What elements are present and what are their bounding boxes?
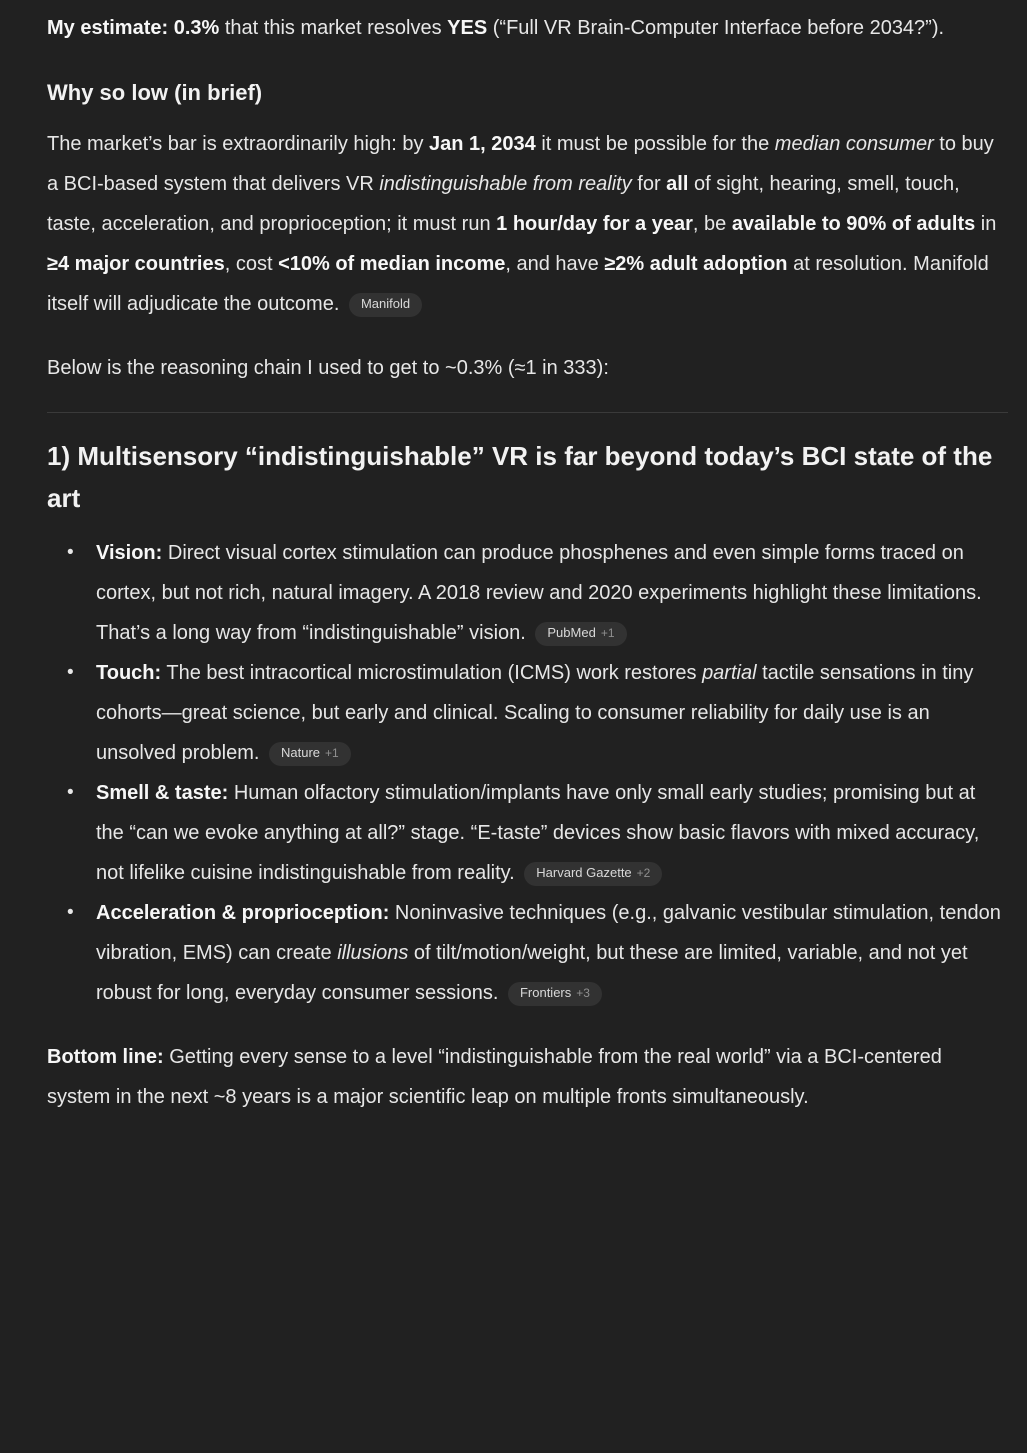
text-run: , and have <box>505 253 605 275</box>
bci-limitations-list <box>47 533 1008 1013</box>
text-run: , cost <box>224 253 279 275</box>
text-run: median consumer <box>774 133 934 155</box>
text-run: Vision: <box>96 542 163 564</box>
text-run: ≥4 major countries <box>47 253 225 275</box>
text-run: (“Full VR Brain-Computer Interface before 2034?”). <box>487 17 945 39</box>
text-run: for <box>631 173 667 195</box>
text-run: The best intracortical microstimulation (ICMS) work restores <box>161 662 703 684</box>
bottom-line-paragraph <box>47 1037 1008 1117</box>
text-run: , be <box>692 213 732 235</box>
text-run: all <box>666 173 689 195</box>
citation-badge[interactable] <box>508 982 602 1006</box>
text-run: to buy a BCI-based system that delivers VR <box>47 133 994 195</box>
text-run: <10% of median income <box>278 253 506 275</box>
why-so-low-heading: Why so low (in brief) <box>47 80 263 105</box>
list-item-vision <box>47 533 1008 653</box>
citation-badge[interactable] <box>524 862 662 886</box>
text-run: Human olfactory stimulation/implants have only small early studies; promising but at the “can we evoke anything at all?” stage. “E-taste” devices show basic flavors with mixed accuracy, not lifelike cuisine indistinguishable from reality. <box>96 782 980 884</box>
text-run: indistinguishable from reality <box>379 173 632 195</box>
text-run: Noninvasive techniques (e.g., galvanic vestibular stimulation, tendon vibration, EMS) can create <box>96 902 1001 964</box>
estimate-paragraph <box>47 8 1008 48</box>
text-run: Jan 1, 2034 <box>429 133 536 155</box>
market-bar-paragraph <box>47 124 1008 324</box>
citation-badge-label: Nature <box>280 745 321 760</box>
text-run: tactile sensations in tiny cohorts—great science, but early and clinical. Scaling to consumer reliability for daily use is an unsolved problem. <box>96 662 974 764</box>
text-run: that this market resolves <box>219 17 448 39</box>
citation-badge-count: +1 <box>600 626 615 640</box>
text-run: Getting every sense to a level “indistinguishable from the real world” via a BCI-centered system in the next ~8 years is a major scientific leap on multiple fronts simultaneously. <box>47 1046 942 1108</box>
text-run: partial <box>702 662 757 684</box>
list-item-acceleration-proprioception <box>47 893 1008 1013</box>
citation-badge-label: PubMed <box>547 625 596 640</box>
list-item-smell-taste <box>47 773 1008 893</box>
text-run: ≥2% adult adoption <box>604 253 788 275</box>
text-run: Acceleration & proprioception: <box>96 902 390 924</box>
citation-badge-count: +3 <box>576 986 590 1000</box>
citation-badge-label: Frontiers <box>519 985 572 1000</box>
text-run: My estimate: 0.3% <box>47 17 220 39</box>
text-run: of tilt/motion/weight, but these are limited, variable, and not yet robust for long, everyday consumer sessions. <box>96 942 968 1004</box>
text-run: at resolution. Manifold itself will adjudicate the outcome. <box>47 253 989 315</box>
text-run: available to 90% of adults <box>731 213 976 235</box>
section-divider <box>47 412 1008 413</box>
text-run: Bottom line: <box>47 1046 164 1068</box>
citation-badge[interactable] <box>349 293 422 317</box>
text-run: illusions <box>337 942 409 964</box>
text-run: Smell & taste: <box>96 782 229 804</box>
text-run: Touch: <box>96 662 162 684</box>
section-1-heading: 1) Multisensory “indistinguishable” VR is far beyond today’s BCI state of the art <box>47 441 993 513</box>
citation-badge[interactable] <box>269 742 351 766</box>
citation-badge-count: +2 <box>636 866 651 880</box>
text-run: 1 hour/day for a year <box>496 213 693 235</box>
text-run: it must be possible for the <box>535 133 775 155</box>
text-run: YES <box>447 17 488 39</box>
text-run: Direct visual cortex stimulation can produce phosphenes and even simple forms traced on cortex, but not rich, natural imagery. A 2018 review and 2020 experiments highlight these limitations. That’s a long way from “indistinguishable” vision. <box>96 542 982 644</box>
citation-badge-count: +1 <box>325 746 339 760</box>
text-run: The market’s bar is extraordinarily high: by <box>47 133 430 155</box>
text-run: of sight, hearing, smell, touch, taste, acceleration, and proprioception; it must run <box>47 173 960 235</box>
citation-badge[interactable] <box>535 622 626 646</box>
reasoning-intro-paragraph: Below is the reasoning chain I used to get to ~0.3% (≈1 in 333): <box>47 357 609 379</box>
text-run: in <box>975 213 997 235</box>
citation-badge-label: Harvard Gazette <box>536 865 632 880</box>
list-item-touch <box>47 653 1008 773</box>
citation-badge-label: Manifold <box>360 296 411 311</box>
